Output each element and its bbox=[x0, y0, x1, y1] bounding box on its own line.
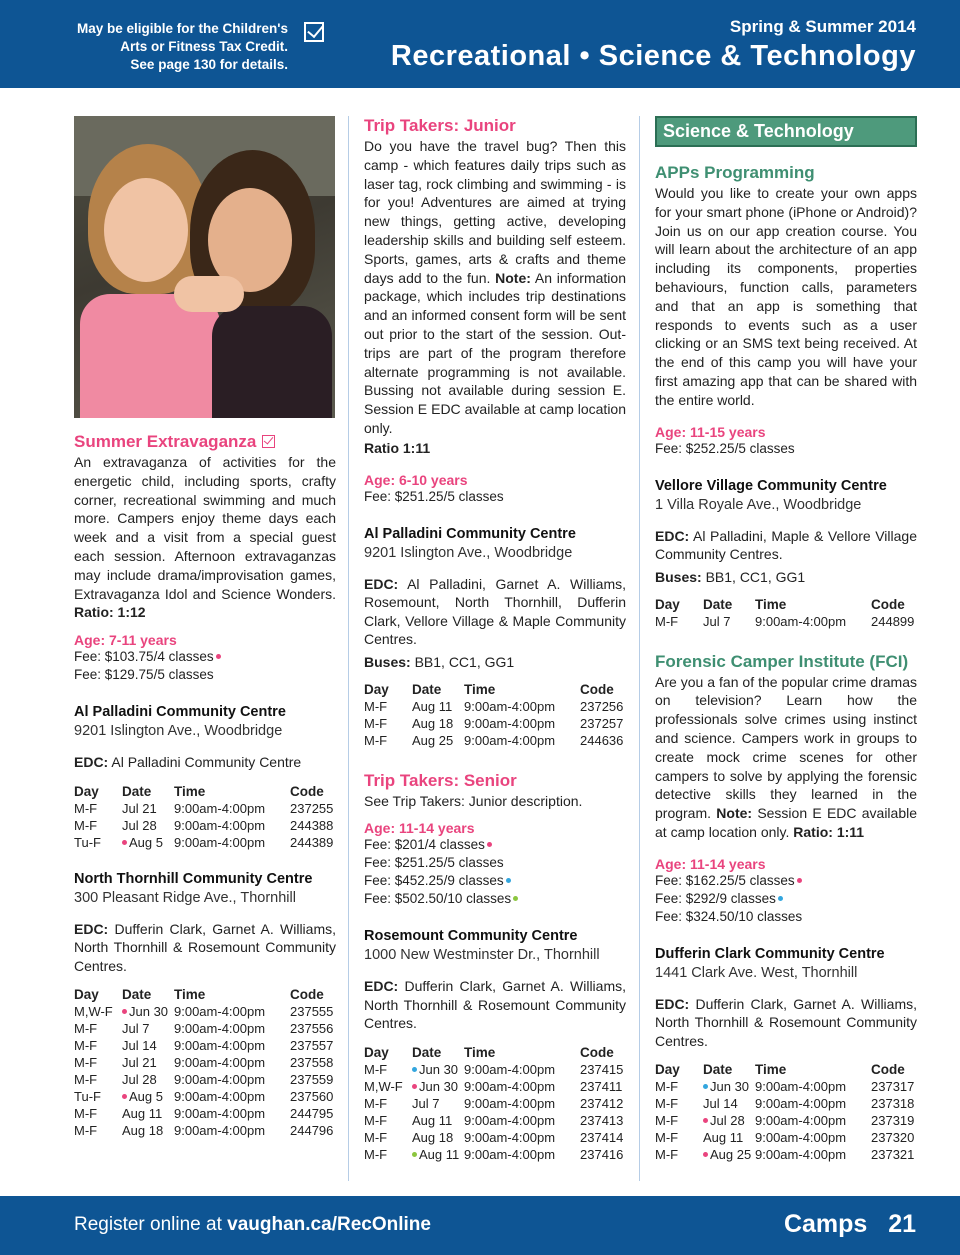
cell-time: 9:00am-4:00pm bbox=[174, 834, 266, 850]
table-row bbox=[74, 800, 336, 817]
cell-day: M-F bbox=[74, 817, 98, 833]
program-title: APPs Programming bbox=[655, 163, 815, 182]
cell-day: M-F bbox=[74, 1021, 98, 1037]
location-address: 9201 Islington Ave., Woodbridge bbox=[364, 544, 573, 561]
program-description: An extravaganza of activities for the energetic child, including sports, crafty corner, recreational swimming and much more. Campers enjoy theme days each week and a visit from a special guest each session. Afternoon extravaganzas may include drama/improvisation games, Extravaganza Idol and Science Wonders. Ratio: 1:12 bbox=[74, 454, 336, 621]
program-title: Trip Takers: Senior bbox=[364, 770, 517, 790]
session-dot-icon bbox=[122, 840, 127, 845]
cell-day: M-F bbox=[364, 1095, 388, 1111]
cell-time: 9:00am-4:00pm bbox=[174, 800, 266, 816]
session-dot-icon bbox=[122, 1009, 127, 1014]
cell-code: 244899 bbox=[871, 613, 915, 629]
page-number: 21 bbox=[888, 1210, 916, 1238]
edc-info: EDC: Dufferin Clark, Garnet A. Williams, North Thornhill & Rosemount Community Centres. bbox=[74, 920, 337, 974]
column-header: Code bbox=[871, 596, 905, 612]
cell-day: M,W-F bbox=[364, 1078, 403, 1094]
table-row bbox=[74, 834, 336, 851]
cell-time: 9:00am-4:00pm bbox=[174, 1055, 266, 1071]
cell-day: M-F bbox=[364, 1112, 388, 1128]
cell-date: Aug 18 bbox=[122, 1123, 164, 1139]
cell-code: 237321 bbox=[871, 1147, 915, 1163]
table-row bbox=[74, 1003, 336, 1020]
table-row bbox=[74, 1037, 336, 1054]
cell-date: Aug 25 bbox=[703, 1146, 755, 1163]
cell-date: Jul 28 bbox=[122, 817, 157, 833]
page-title: Recreational • Science & Technology bbox=[390, 40, 916, 72]
table-row bbox=[655, 1078, 917, 1095]
cell-time: 9:00am-4:00pm bbox=[464, 1078, 556, 1094]
bus-info: Buses: BB1, CC1, GG1 bbox=[364, 653, 515, 670]
cell-code: 237412 bbox=[580, 1095, 624, 1111]
column-header: Date bbox=[412, 681, 442, 697]
age-range: Age: 6-10 years bbox=[364, 471, 468, 488]
cell-day: M-F bbox=[364, 698, 388, 714]
program-description: See Trip Takers: Junior description. bbox=[364, 792, 583, 809]
cell-date: Aug 25 bbox=[412, 732, 454, 748]
cell-code: 237317 bbox=[871, 1079, 915, 1095]
bus-info: Buses: BB1, CC1, GG1 bbox=[655, 568, 806, 585]
table-row bbox=[74, 1122, 336, 1139]
fee-item: Fee: $201/4 classes bbox=[364, 836, 626, 854]
cell-date: Aug 18 bbox=[412, 715, 454, 731]
edc-info: EDC: Al Palladini, Maple & Vellore Village Community Centres. bbox=[655, 527, 917, 563]
cell-date: Jul 14 bbox=[703, 1096, 738, 1112]
cell-date: Aug 11 bbox=[412, 1146, 464, 1163]
cell-day: M-F bbox=[655, 1096, 679, 1112]
cell-code: 237413 bbox=[580, 1112, 624, 1128]
cell-day: M-F bbox=[74, 1055, 98, 1071]
session-dot-icon bbox=[506, 878, 511, 883]
tax-credit-line: May be eligible for the Children's bbox=[77, 21, 288, 36]
column-header: Day bbox=[655, 596, 680, 612]
column-header: Day bbox=[74, 987, 99, 1003]
table-row bbox=[74, 817, 336, 834]
cell-day: M-F bbox=[655, 613, 679, 629]
session-dot-icon bbox=[513, 896, 518, 901]
cell-date: Jul 21 bbox=[122, 1055, 157, 1071]
column-header: Code bbox=[580, 1044, 614, 1060]
cell-day: M-F bbox=[364, 1061, 388, 1077]
schedule-header-row bbox=[364, 1045, 626, 1061]
cell-date: Jul 14 bbox=[122, 1038, 157, 1054]
fee-item: Fee: $452.25/9 classes bbox=[364, 872, 626, 890]
program-description: Would you like to create your own apps for your smart phone (iPhone or Android)? Join us on our app creation course. You will learn about the architecture of an app including its components, properties behaviours, function calls, parameters and that an app is something that responds to events such as a user clicking or an SMS text being received. At the end of this camp you will have your first amazing app that can be shared with the entire world. bbox=[655, 185, 917, 408]
cell-day: M-F bbox=[74, 1123, 98, 1139]
cell-date: Aug 11 bbox=[122, 1106, 163, 1122]
column-header: Time bbox=[464, 681, 496, 697]
column-right bbox=[655, 116, 917, 1163]
column-header: Time bbox=[464, 1044, 496, 1060]
table-row bbox=[655, 1112, 917, 1129]
age-range: Age: 11-15 years bbox=[655, 423, 766, 440]
table-row bbox=[364, 1095, 626, 1112]
table-row bbox=[74, 1020, 336, 1037]
cell-time: 9:00am-4:00pm bbox=[174, 1021, 266, 1037]
cell-time: 9:00am-4:00pm bbox=[755, 1130, 847, 1146]
cell-code: 237414 bbox=[580, 1129, 624, 1145]
schedule-header-row bbox=[74, 987, 336, 1003]
cell-date: Jul 28 bbox=[703, 1112, 755, 1129]
cell-code: 237555 bbox=[290, 1004, 334, 1020]
register-text: Register online at vaughan.ca/RecOnline bbox=[74, 1214, 431, 1235]
column-header: Code bbox=[290, 987, 324, 1003]
section-heading: Science & Technology bbox=[655, 116, 917, 147]
cell-time: 9:00am-4:00pm bbox=[755, 613, 847, 629]
edc-info: EDC: Al Palladini, Garnet A. Williams, Rosemount, North Thornhill, Dufferin Clark, Vellore Village & Maple Community Centres. bbox=[364, 575, 626, 648]
cell-date: Aug 11 bbox=[412, 1112, 453, 1128]
fee-item: Fee: $324.50/10 classes bbox=[655, 908, 803, 924]
location-name: Al Palladini Community Centre bbox=[74, 704, 286, 721]
cell-time: 9:00am-4:00pm bbox=[464, 715, 556, 731]
table-row bbox=[364, 1112, 626, 1129]
cell-time: 9:00am-4:00pm bbox=[464, 1095, 556, 1111]
cell-time: 9:00am-4:00pm bbox=[464, 1129, 556, 1145]
tax-credit-check-icon bbox=[262, 435, 275, 448]
column-header: Day bbox=[74, 783, 99, 799]
schedule-header-row bbox=[74, 784, 336, 800]
session-dot-icon bbox=[412, 1067, 417, 1072]
column-divider bbox=[639, 116, 640, 1181]
column-divider bbox=[348, 116, 349, 1181]
column-header: Date bbox=[122, 987, 152, 1003]
cell-date: Jul 21 bbox=[122, 800, 157, 816]
schedule-table bbox=[364, 682, 626, 749]
program-title: Trip Takers: Junior bbox=[364, 116, 516, 135]
cell-date: Jun 30 bbox=[703, 1078, 755, 1095]
column-header: Date bbox=[412, 1044, 442, 1060]
season-label: Spring & Summer 2014 bbox=[729, 17, 916, 36]
cell-day: Tu-F bbox=[74, 834, 101, 850]
table-row bbox=[74, 1088, 336, 1105]
checkbox-icon bbox=[304, 22, 324, 42]
session-dot-icon bbox=[797, 878, 802, 883]
cell-code: 237411 bbox=[580, 1078, 623, 1094]
cell-code: 237559 bbox=[290, 1072, 334, 1088]
fee-item: Fee: $129.75/5 classes bbox=[74, 667, 214, 683]
table-row bbox=[74, 1105, 336, 1122]
age-range: Age: 11-14 years bbox=[364, 820, 475, 837]
cell-code: 237320 bbox=[871, 1130, 915, 1146]
cell-code: 237318 bbox=[871, 1096, 915, 1112]
table-row bbox=[655, 1095, 917, 1112]
cell-day: M-F bbox=[655, 1147, 679, 1163]
location-address: 1000 New Westminster Dr., Thornhill bbox=[364, 947, 600, 964]
cell-day: M-F bbox=[74, 1038, 98, 1054]
cell-day: M-F bbox=[74, 1106, 98, 1122]
session-dot-icon bbox=[412, 1152, 417, 1157]
table-row bbox=[655, 613, 917, 630]
column-middle bbox=[364, 116, 626, 1163]
cell-day: M-F bbox=[364, 1129, 388, 1145]
table-row bbox=[364, 715, 626, 732]
fee-list bbox=[655, 872, 917, 926]
program-title: Forensic Camper Institute (FCI) bbox=[655, 651, 909, 671]
column-header: Time bbox=[755, 596, 787, 612]
cell-time: 9:00am-4:00pm bbox=[464, 1112, 556, 1128]
cell-time: 9:00am-4:00pm bbox=[464, 732, 556, 748]
column-header: Time bbox=[755, 1062, 787, 1078]
fee-item: Fee: $502.50/10 classes bbox=[364, 890, 626, 908]
fee-list bbox=[74, 648, 336, 684]
column-header: Date bbox=[703, 1062, 733, 1078]
column-header: Day bbox=[655, 1062, 680, 1078]
cell-code: 237256 bbox=[580, 698, 624, 714]
cell-time: 9:00am-4:00pm bbox=[174, 1106, 266, 1122]
cell-code: 237255 bbox=[290, 800, 334, 816]
location-address: 1441 Clark Ave. West, Thornhill bbox=[655, 964, 858, 981]
location-name: Al Palladini Community Centre bbox=[364, 525, 576, 542]
column-left bbox=[74, 116, 336, 1139]
cell-time: 9:00am-4:00pm bbox=[174, 1089, 266, 1105]
cell-date: Jun 30 bbox=[412, 1061, 464, 1078]
cell-code: 237416 bbox=[580, 1146, 624, 1162]
table-row bbox=[364, 1078, 626, 1095]
fee-item: Fee: $251.25/5 classes bbox=[364, 488, 504, 504]
program-description: Are you a fan of the popular crime dramas on television? Learn how the professionals solve crimes using instinct and science. Campers work in groups to create mock crime scenes for other campers to solve by applying the forensic detective skills they learned in the program. Note: Session E EDC available at camp location only. Ratio: 1:11 bbox=[655, 673, 918, 840]
cell-code: 237319 bbox=[871, 1113, 915, 1129]
cell-time: 9:00am-4:00pm bbox=[174, 1072, 266, 1088]
cell-date: Aug 5 bbox=[122, 1088, 174, 1105]
cell-time: 9:00am-4:00pm bbox=[755, 1096, 847, 1112]
cell-time: 9:00am-4:00pm bbox=[174, 1123, 266, 1139]
table-row bbox=[364, 1129, 626, 1146]
schedule-table bbox=[364, 1045, 626, 1163]
register-link[interactable]: vaughan.ca/RecOnline bbox=[227, 1214, 431, 1235]
cell-code: 237556 bbox=[290, 1021, 334, 1037]
tax-credit-line: Arts or Fitness Tax Credit. bbox=[120, 39, 288, 54]
cell-date: Aug 11 bbox=[412, 698, 453, 714]
session-dot-icon bbox=[703, 1152, 708, 1157]
table-row bbox=[364, 1061, 626, 1078]
column-header: Code bbox=[290, 783, 324, 799]
schedule-table bbox=[655, 1062, 917, 1163]
cell-date: Jul 28 bbox=[122, 1072, 157, 1088]
cell-time: 9:00am-4:00pm bbox=[174, 1004, 266, 1020]
program-description: Do you have the travel bug? Then this camp - which features daily trips such as laser tag, rock climbing and swimming - is for you! Adventures are aimed at trying new things, getting active, developing leadership skills and building self esteem. Sports, games, arts & crafts and theme days add to the fun. Note: An information package, which includes trip destinations and an informed consent form will be sent out prior to the start of the session. Out-trips are part of the program therefore alternate programming is not available. Bussing not available during session E. Session E EDC available at camp location only. bbox=[364, 138, 626, 436]
cell-time: 9:00am-4:00pm bbox=[464, 1146, 556, 1162]
campers-photo bbox=[74, 116, 335, 418]
tax-credit-line: See page 130 for details. bbox=[130, 57, 288, 72]
cell-code: 237257 bbox=[580, 715, 624, 731]
schedule-header-row bbox=[655, 1062, 917, 1078]
cell-code: 237558 bbox=[290, 1055, 334, 1071]
location-name: North Thornhill Community Centre bbox=[74, 870, 313, 887]
ratio: Ratio 1:11 bbox=[364, 439, 431, 456]
cell-time: 9:00am-4:00pm bbox=[755, 1147, 847, 1163]
cell-code: 244796 bbox=[290, 1123, 334, 1139]
fee-item: Fee: $292/9 classes bbox=[655, 890, 917, 908]
cell-date: Jul 7 bbox=[703, 613, 731, 629]
location-name: Dufferin Clark Community Centre bbox=[655, 945, 885, 962]
cell-time: 9:00am-4:00pm bbox=[755, 1079, 847, 1095]
table-row bbox=[364, 1146, 626, 1163]
schedule-table bbox=[74, 784, 336, 851]
edc-info: EDC: Dufferin Clark, Garnet A. Williams, North Thornhill & Rosemount Community Centres. bbox=[655, 995, 918, 1049]
location-address: 1 Villa Royale Ave., Woodbridge bbox=[655, 496, 862, 513]
edc-info: EDC: Dufferin Clark, Garnet A. Williams, North Thornhill & Rosemount Community Centres. bbox=[364, 978, 627, 1032]
cell-day: M-F bbox=[655, 1113, 679, 1129]
cell-date: Jun 30 bbox=[412, 1078, 464, 1095]
fee-item: Fee: $162.25/5 classes bbox=[655, 872, 917, 890]
cell-time: 9:00am-4:00pm bbox=[174, 1038, 266, 1054]
ratio: Ratio: 1:12 bbox=[74, 604, 146, 621]
cell-code: 244636 bbox=[580, 732, 624, 748]
cell-date: Jun 30 bbox=[122, 1003, 174, 1020]
cell-time: 9:00am-4:00pm bbox=[755, 1113, 847, 1129]
schedule-table bbox=[655, 597, 917, 630]
column-header: Day bbox=[364, 681, 389, 697]
location-address: 300 Pleasant Ridge Ave., Thornhill bbox=[74, 889, 296, 906]
cell-day: M-F bbox=[364, 1146, 388, 1162]
column-header: Date bbox=[122, 783, 152, 799]
edc-info: EDC: Al Palladini Community Centre bbox=[74, 754, 302, 771]
table-row bbox=[655, 1146, 917, 1163]
table-row bbox=[655, 1129, 917, 1146]
column-header: Day bbox=[364, 1044, 389, 1060]
cell-date: Jul 7 bbox=[122, 1021, 150, 1037]
cell-code: 244795 bbox=[290, 1106, 334, 1122]
session-dot-icon bbox=[703, 1118, 708, 1123]
cell-day: M-F bbox=[74, 1072, 98, 1088]
cell-time: 9:00am-4:00pm bbox=[174, 817, 266, 833]
schedule-header-row bbox=[655, 597, 917, 613]
session-dot-icon bbox=[487, 842, 492, 847]
cell-day: M-F bbox=[655, 1130, 679, 1146]
cell-day: M,W-F bbox=[74, 1004, 113, 1020]
cell-code: 244389 bbox=[290, 834, 334, 850]
table-row bbox=[74, 1054, 336, 1071]
table-row bbox=[74, 1071, 336, 1088]
cell-code: 244388 bbox=[290, 817, 334, 833]
fee-item: Fee: $251.25/5 classes bbox=[364, 855, 504, 871]
location-address: 9201 Islington Ave., Woodbridge bbox=[74, 723, 283, 740]
column-header: Time bbox=[174, 987, 206, 1003]
age-range: Age: 7-11 years bbox=[74, 632, 177, 649]
table-row bbox=[364, 732, 626, 749]
schedule-table bbox=[74, 987, 336, 1139]
session-dot-icon bbox=[216, 654, 221, 659]
cell-date: Jul 7 bbox=[412, 1095, 440, 1111]
session-dot-icon bbox=[122, 1094, 127, 1099]
footer-section-page: Camps 21 bbox=[783, 1210, 916, 1238]
fee-list bbox=[364, 836, 626, 908]
cell-day: M-F bbox=[364, 732, 388, 748]
cell-code: 237557 bbox=[290, 1038, 334, 1054]
cell-day: M-F bbox=[655, 1079, 679, 1095]
column-header: Time bbox=[174, 783, 206, 799]
cell-date: Aug 18 bbox=[412, 1129, 454, 1145]
cell-day: Tu-F bbox=[74, 1089, 101, 1105]
cell-time: 9:00am-4:00pm bbox=[464, 1061, 556, 1077]
age-range: Age: 11-14 years bbox=[655, 855, 766, 872]
table-row bbox=[364, 698, 626, 715]
cell-date: Aug 11 bbox=[703, 1130, 744, 1146]
session-dot-icon bbox=[703, 1084, 708, 1089]
location-name: Vellore Village Community Centre bbox=[655, 477, 887, 494]
location-name: Rosemount Community Centre bbox=[364, 928, 578, 945]
cell-code: 237560 bbox=[290, 1089, 334, 1105]
fee-item: Fee: $103.75/4 classes bbox=[74, 648, 336, 666]
session-dot-icon bbox=[412, 1084, 417, 1089]
session-dot-icon bbox=[778, 896, 783, 901]
column-header: Code bbox=[580, 681, 614, 697]
cell-time: 9:00am-4:00pm bbox=[464, 698, 556, 714]
page-header bbox=[0, 0, 960, 88]
program-title: Summer Extravaganza bbox=[74, 432, 336, 452]
tax-credit-notice bbox=[58, 20, 288, 74]
schedule-header-row bbox=[364, 682, 626, 698]
fee-item: Fee: $252.25/5 classes bbox=[655, 440, 795, 456]
column-header: Code bbox=[871, 1062, 905, 1078]
cell-day: M-F bbox=[74, 800, 98, 816]
cell-code: 237415 bbox=[580, 1061, 624, 1077]
cell-day: M-F bbox=[364, 715, 388, 731]
column-header: Date bbox=[703, 596, 733, 612]
cell-date: Aug 5 bbox=[122, 834, 174, 851]
